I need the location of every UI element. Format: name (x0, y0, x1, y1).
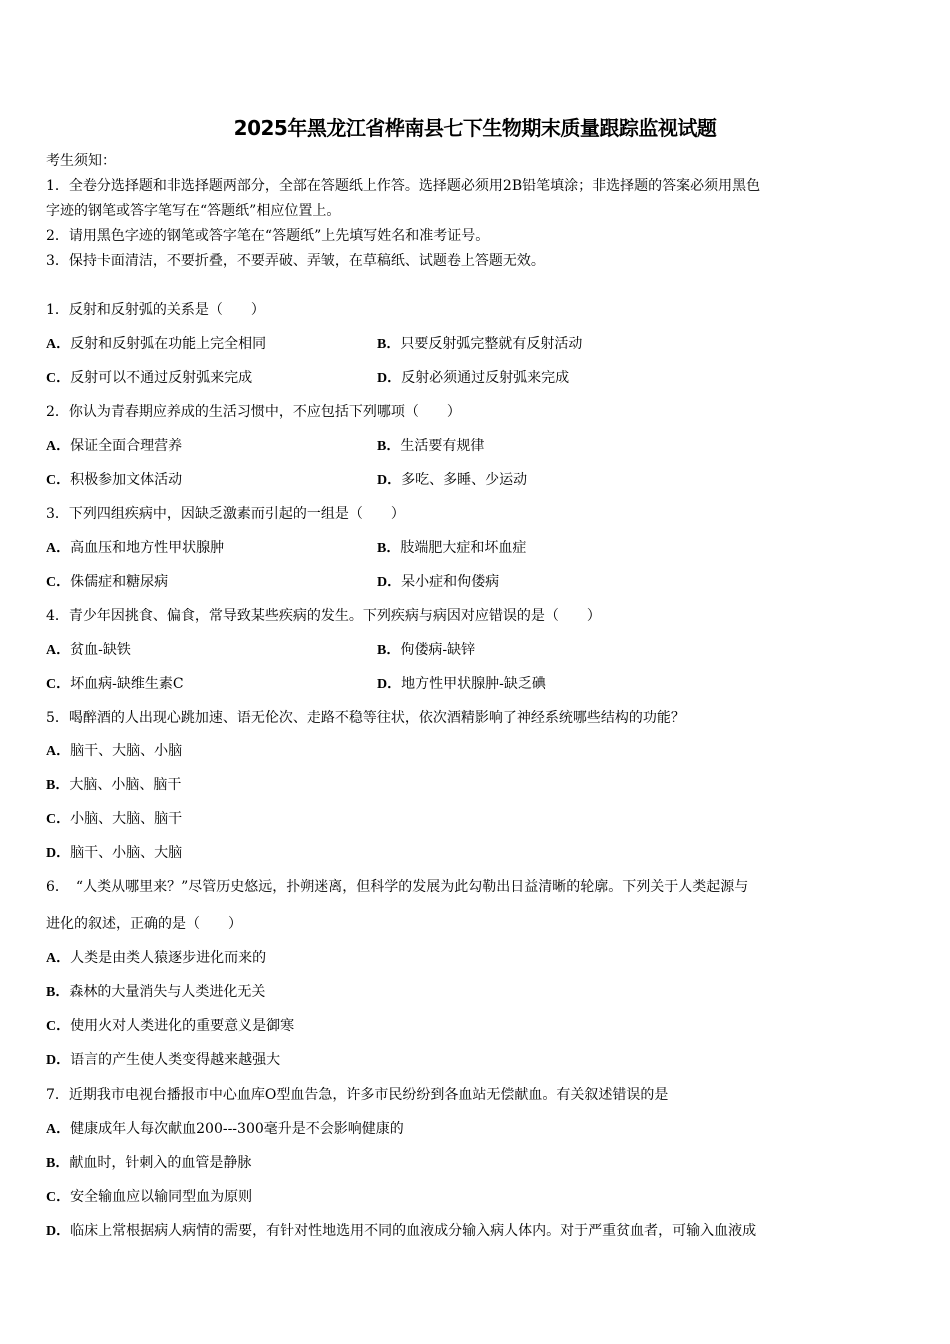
notice-item: 2．请用黑色字迹的钢笔或答字笔在“答题纸”上先填写姓名和准考证号。 (46, 228, 490, 244)
option-label: B． (46, 985, 70, 1000)
option-c (46, 368, 252, 389)
option-label: A． (46, 1122, 71, 1137)
page-title: 2025年黑龙江省桦南县七下生物期末质量跟踪监视试题 (233, 116, 717, 140)
question-stem-continued: 进化的叙述，正确的是（ ） (46, 916, 242, 932)
option-label: B． (377, 439, 401, 454)
notice-item: 字迹的钢笔或答字笔写在“答题纸”相应位置上。 (46, 203, 341, 219)
option-a (46, 334, 266, 355)
option-label: A． (46, 643, 71, 658)
question-stem: 4．青少年因挑食、偏食，常导致某些疾病的发生。下列疾病与病因对应错误的是（ ） (46, 608, 601, 624)
option-a (46, 1119, 404, 1140)
option-label: C． (46, 575, 71, 590)
option-text: 呆小症和佝偻病 (401, 574, 500, 590)
option-label: D． (46, 1053, 71, 1068)
option-text: 脑干、小脑、大脑 (70, 845, 183, 861)
question-stem: 6． “人类从哪里来？”尽管历史悠远，扑朔迷离，但科学的发展为此勾勒出日益清晰的轮廓。下列关于人类起源与 (46, 879, 749, 895)
option-label: D． (377, 371, 402, 386)
option-c (46, 809, 182, 830)
option-c (46, 1016, 294, 1037)
option-b (46, 775, 181, 796)
option-text: 使用火对人类进化的重要意义是御寒 (70, 1018, 295, 1034)
option-text: 反射可以不通过反射弧来完成 (70, 370, 253, 386)
option-label: C． (46, 371, 71, 386)
option-c (46, 572, 168, 593)
option-label: A． (46, 541, 71, 556)
option-text: 临床上常根据病人病情的需要，有针对性地选用不同的血液成分输入病人体内。对于严重贫血者，可输入血液成 (70, 1223, 757, 1239)
notice-heading: 考生须知： (46, 153, 116, 169)
option-b (377, 334, 582, 355)
option-label: B． (46, 778, 70, 793)
option-text: 献血时，针刺入的血管是静脉 (69, 1155, 252, 1171)
notice-item: 3．保持卡面清洁，不要折叠，不要弄破、弄皱，在草稿纸、试题卷上答题无效。 (46, 253, 545, 269)
option-d (377, 368, 569, 389)
option-text: 积极参加文体活动 (70, 472, 183, 488)
option-d (377, 470, 527, 491)
question-stem: 1．反射和反射弧的关系是（ ） (46, 302, 265, 318)
option-label: D． (46, 1224, 71, 1239)
option-a (46, 741, 182, 762)
option-text: 地方性甲状腺肿-缺乏碘 (401, 676, 546, 692)
option-text: 脑干、大脑、小脑 (70, 743, 183, 759)
option-d (46, 1221, 756, 1242)
option-a (46, 436, 182, 457)
question-stem: 2．你认为青春期应养成的生活习惯中，不应包括下列哪项（ ） (46, 404, 461, 420)
option-label: B． (377, 643, 401, 658)
option-text: 森林的大量消失与人类进化无关 (69, 984, 266, 1000)
option-b (46, 1153, 251, 1174)
option-d (377, 674, 546, 695)
option-label: D． (377, 677, 402, 692)
option-b (46, 982, 265, 1003)
option-text: 反射和反射弧在功能上完全相同 (70, 336, 267, 352)
question-stem: 5．喝醉酒的人出现心跳加速、语无伦次、走路不稳等往状，依次酒精影响了神经系统哪些结构的功能？ (46, 710, 685, 726)
option-text: 肢端肥大症和坏血症 (400, 540, 527, 556)
option-d (46, 1050, 280, 1071)
option-a (46, 948, 266, 969)
option-text: 反射必须通过反射弧来完成 (401, 370, 570, 386)
option-b (377, 436, 484, 457)
option-label: A． (46, 337, 71, 352)
option-d (377, 572, 499, 593)
option-text: 人类是由类人猿逐步进化而来的 (70, 950, 267, 966)
option-label: C． (46, 1190, 71, 1205)
option-label: D． (377, 473, 402, 488)
option-text: 只要反射弧完整就有反射活动 (400, 336, 583, 352)
option-text: 佝偻病-缺锌 (400, 642, 476, 658)
notice-item: 1．全卷分选择题和非选择题两部分，全部在答题纸上作答。选择题必须用2B铅笔填涂；非选择题的答案必须用黑色 (46, 178, 761, 194)
option-label: B． (377, 337, 401, 352)
option-label: D． (377, 575, 402, 590)
option-b (377, 640, 475, 661)
option-c (46, 674, 184, 695)
option-text: 安全输血应以输同型血为原则 (70, 1189, 253, 1205)
option-b (377, 538, 526, 559)
option-text: 高血压和地方性甲状腺肿 (70, 540, 225, 556)
option-label: A． (46, 439, 71, 454)
option-c (46, 1187, 252, 1208)
option-text: 语言的产生使人类变得越来越强大 (70, 1052, 281, 1068)
option-a (46, 538, 224, 559)
option-label: B． (46, 1156, 70, 1171)
option-label: B． (377, 541, 401, 556)
option-label: A． (46, 744, 71, 759)
option-c (46, 470, 182, 491)
option-text: 大脑、小脑、脑干 (69, 777, 182, 793)
option-text: 健康成年人每次献血200---300毫升是不会影响健康的 (70, 1121, 404, 1137)
option-label: C． (46, 677, 71, 692)
option-a (46, 640, 131, 661)
option-d (46, 843, 182, 864)
question-stem: 3．下列四组疾病中，因缺乏激素而引起的一组是（ ） (46, 506, 405, 522)
option-text: 小脑、大脑、脑干 (70, 811, 183, 827)
option-text: 生活要有规律 (400, 438, 485, 454)
option-label: C． (46, 1019, 71, 1034)
option-label: C． (46, 473, 71, 488)
option-text: 保证全面合理营养 (70, 438, 183, 454)
option-text: 贫血-缺铁 (70, 642, 131, 658)
option-label: C． (46, 812, 71, 827)
question-stem: 7．近期我市电视台播报市中心血库O型血告急，许多市民纷纷到各血站无偿献血。有关叙述错误的是 (46, 1087, 669, 1103)
option-text: 坏血病-缺维生素C (70, 676, 184, 692)
option-label: D． (46, 846, 71, 861)
option-label: A． (46, 951, 71, 966)
option-text: 多吃、多睡、少运动 (401, 472, 528, 488)
option-text: 侏儒症和糖尿病 (70, 574, 169, 590)
